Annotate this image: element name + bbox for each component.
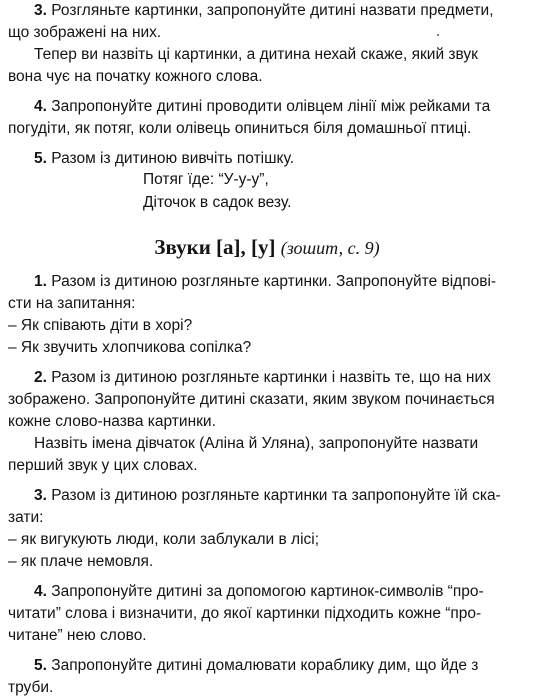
list-item: – як вигукують люди, коли заблукали в лісі; <box>8 531 320 548</box>
paragraph-line: читати” слова і визначити, до якої картинки підходить кожне “про- <box>8 605 482 622</box>
paragraph-text: Разом із дитиною розгляньте картинки і назвіть те, що на них <box>51 369 491 386</box>
item-number: 5. <box>34 657 47 674</box>
paragraph-line: Назвіть імена дівчаток (Аліна й Уляна), запропонуйте назвати <box>34 435 479 452</box>
list-item: – як плаче немовля. <box>8 553 154 570</box>
paragraph-line: перший звук у цих словах. <box>8 457 198 474</box>
paragraph-line: погудіти, як потяг, коли олівець опиниться біля домашньої птиці. <box>8 120 472 137</box>
item-1 <box>8 271 526 359</box>
paragraph-line: що зображені на них. <box>8 24 162 41</box>
item-number: 4. <box>34 583 47 600</box>
section-workbook-ref: (зошит, с. 9) <box>280 238 380 258</box>
list-item: – Як звучить хлопчикова сопілка? <box>8 339 252 356</box>
section-title: Звуки [а], [у] <box>154 235 276 259</box>
rhyme-line: Потяг їде: “У-у-у”, <box>143 171 269 188</box>
section-heading <box>8 234 526 261</box>
item-number: 3. <box>34 2 47 19</box>
paragraph-line: кожне слово-назва картинки. <box>8 413 216 430</box>
item-5 <box>8 655 526 699</box>
paragraph-line: сти на запитання: <box>8 295 136 312</box>
item-number: 5. <box>34 150 47 167</box>
paragraph-line: труби. <box>8 679 54 696</box>
item-number: 3. <box>34 487 47 504</box>
paragraph-line <box>8 655 526 677</box>
paragraph-text: Запропонуйте дитині проводити олівцем лінії між рейками та <box>51 98 491 115</box>
rhyme <box>143 168 526 214</box>
paragraph-line: зати: <box>8 509 44 526</box>
item-4 <box>8 581 526 647</box>
paragraph-text: Запропонуйте дитині домалювати кораблику дим, що йде з <box>51 657 479 674</box>
paragraph-line <box>8 581 526 603</box>
paragraph-text: Розгляньте картинки, запропонуйте дитині назвати предмети, <box>51 2 494 19</box>
paragraph-line <box>8 367 526 389</box>
paragraph-line <box>8 96 526 118</box>
paragraph-4 <box>8 96 526 140</box>
paragraph-text: Разом із дитиною розгляньте картинки та запропонуйте їй ска- <box>51 487 501 504</box>
item-2 <box>8 367 526 477</box>
rhyme-line: Діточок в садок везу. <box>143 194 292 211</box>
paragraph-5 <box>8 148 526 214</box>
paragraph-line: Тепер ви назвіть ці картинки, а дитина нехай скаже, який звук <box>34 46 478 63</box>
paragraph-line <box>8 148 526 170</box>
item-3 <box>8 485 526 573</box>
paragraph-text: Запропонуйте дитині за допомогою картинок-символів “про- <box>51 583 484 600</box>
paragraph-text: Разом із дитиною розгляньте картинки. Запропонуйте відпові- <box>51 273 497 290</box>
paragraph-line <box>8 0 526 22</box>
paragraph-line <box>8 271 526 293</box>
list-item: – Як співають діти в хорі? <box>8 317 193 334</box>
scan-speck <box>437 34 439 36</box>
item-number: 4. <box>34 98 47 115</box>
item-number: 1. <box>34 273 47 290</box>
paragraph-line: вона чує на початку кожного слова. <box>8 68 263 85</box>
paragraph-text: Разом із дитиною вивчіть потішку. <box>51 150 295 167</box>
paragraph-line: читане” нею слово. <box>8 627 147 644</box>
paragraph-line: зображено. Запропонуйте дитині сказати, яким звуком починається <box>8 391 495 408</box>
item-number: 2. <box>34 369 47 386</box>
paragraph-line <box>8 485 526 507</box>
paragraph-3 <box>8 0 526 88</box>
